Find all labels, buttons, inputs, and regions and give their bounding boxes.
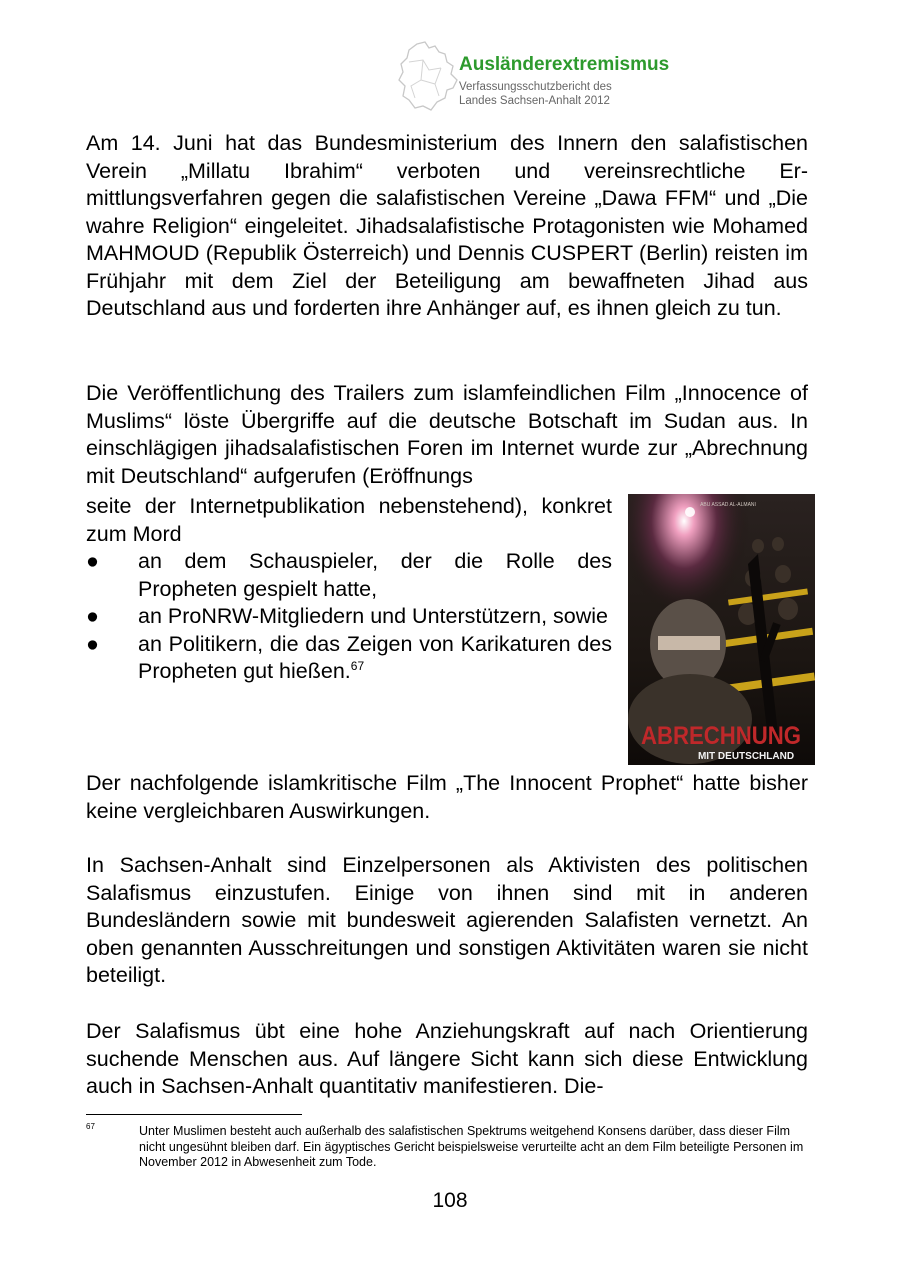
footnote-text: Unter Muslimen besteht auch außerhalb des salafistischen Spektrums weitgehend Konsens darüber, dass dieser Film nicht ungesühnt bleiben darf. Ein ägyptisches Gericht beispielsweise verurteilte acht an dem Film beteiligte Personen im November 2012 in Abwesenheit zum Tode. [139, 1124, 804, 1169]
list-item [86, 631, 612, 686]
footnote-divider [86, 1114, 302, 1115]
paragraph-3: Der nachfolgende islamkritische Film „The Innocent Prophet“ hatte bisher keine vergleichbaren Auswirkungen. [86, 771, 808, 823]
paragraph-2: Die Veröffentlichung des Trailers zum islamfeindlichen Film „Innocence of Muslims“ löste Übergriffe auf die deutsche Botschaft im Sudan aus. In einschlägigen jihadsalafistischen Foren im Internet wurde zur „Abrechnung mit Deutschland“ aufgerufen (Eröffnungs [86, 381, 808, 488]
header-title: Ausländerextremismus [459, 54, 670, 75]
poster-artwork [628, 494, 815, 765]
header-subtitle-line2: Landes Sachsen-Anhalt 2012 [459, 95, 610, 107]
poster-title: ABRECHNUNG [641, 722, 801, 750]
bullet-marker: ● [86, 549, 99, 573]
poster-subtitle: MIT DEUTSCHLAND [697, 751, 795, 762]
list-item [86, 548, 612, 603]
paragraph-4: In Sachsen-Anhalt sind Einzelpersonen als Aktivisten des politischen Salafismus einzustufen. Einige von ihnen sind mit in anderen Bundesländern sowie mit bundesweit agierenden Salafisten vernetzt. An oben genannten Ausschreitungen und sonstigen Aktivitäten waren sie nicht beteiligt. [86, 853, 808, 987]
bullet-text: an dem Schauspieler, der die Rolle des Propheten gespielt hatte, [138, 549, 612, 601]
saxony-anhalt-map-icon [395, 40, 463, 112]
page-number: 108 [432, 1189, 468, 1212]
bullet-list [86, 548, 612, 686]
bullet-text-last [138, 631, 612, 686]
footnote-number: 67 [86, 1122, 95, 1131]
footnote-reference[interactable]: 67 [350, 658, 365, 673]
poster-image [628, 494, 815, 765]
bullet-marker: ● [86, 604, 99, 628]
bullet-text: an Politikern, die das Zeigen von Karikaturen des Propheten gut hießen. [138, 631, 612, 683]
header-subtitle [459, 80, 612, 108]
bullet-text: an ProNRW-Mitgliedern und Unterstützern, sowie [138, 604, 609, 628]
list-item [86, 603, 612, 631]
page-header [395, 40, 715, 115]
paragraph-2-continued: seite der Internetpublikation nebenstehend), konkret zum Mord [86, 494, 612, 546]
bullet-marker: ● [86, 631, 99, 656]
paragraph-5: Der Salafismus übt eine hohe Anziehungskraft auf nach Orientierung suchende Menschen aus. Auf längere Sicht kann sich diese Entwicklung auch in Sachsen-Anhalt quantitativ manifestieren. Die- [86, 1019, 808, 1098]
paragraph-1: Am 14. Juni hat das Bundesministerium des Innern den salafistischen Verein „Millatu Ibrahim“ verboten und vereinsrechtliche Ermittlungsverfahren gegen die salafistischen Vereine „Dawa FFM“ und „Die wahre Religion“ eingeleitet. Jihadsalafistische Protagonisten wie Mohamed MAHMOUD (Republik Österreich) und Dennis CUSPERT (Berlin) reisten im Frühjahr mit dem Ziel der Beteiligung am bewaffneten Jihad aus Deutschland aus und forderten ihre Anhänger auf, es ihnen gleich zu tun. [86, 131, 808, 320]
poster-top-text: ABU ASSAD AL-ALMANI [700, 502, 756, 508]
header-subtitle-line1: Verfassungsschutzbericht des [459, 81, 612, 93]
